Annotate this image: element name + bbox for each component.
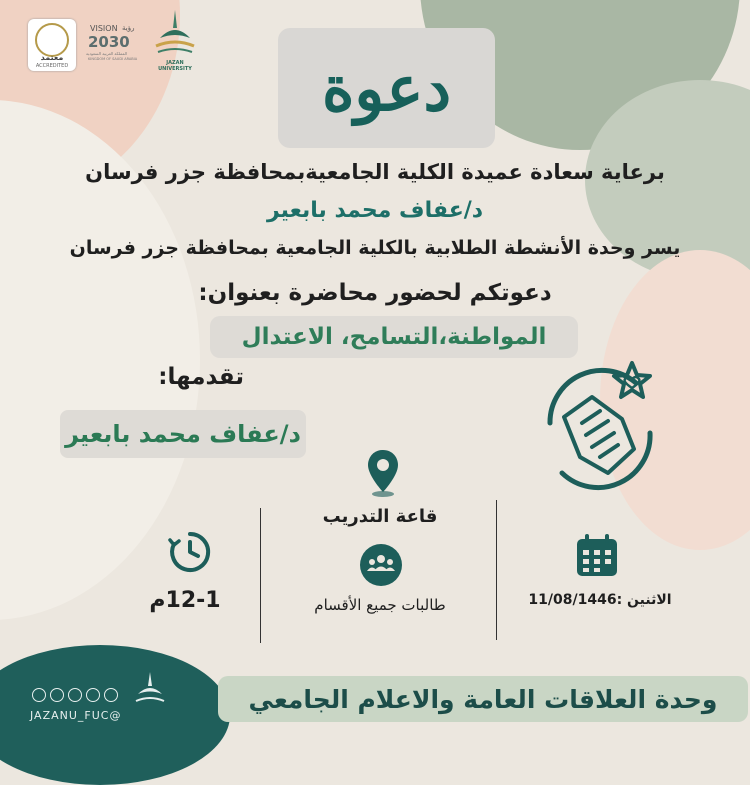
vision-sub: المملكة العربية السعودية — [86, 51, 128, 56]
dean-name: د/عفاف محمد بابعير — [266, 198, 484, 223]
accredited-text: معتمد — [40, 53, 64, 62]
vision-ar: رؤية — [122, 24, 135, 32]
vision-year: 2030 — [88, 33, 130, 51]
lecture-topic: المواطنة،التسامح، الاعتدال — [210, 316, 578, 358]
date-label: الاثنين :11/08/1446 — [528, 592, 672, 608]
vision-2030-logo — [84, 24, 144, 64]
accredited-logo — [28, 19, 76, 71]
presenter-name: د/عفاف محمد بابعير — [60, 410, 306, 458]
divider-right — [496, 500, 497, 640]
social-handle: JAZANU_FUC@ — [30, 709, 122, 722]
location-pin-icon — [365, 448, 401, 498]
vision-sub-en: KINGDOM OF SAUDI ARABIA — [88, 57, 138, 61]
snapchat-icon[interactable] — [104, 688, 118, 702]
location-label: قاعة التدريب — [322, 506, 438, 527]
invite-line: دعوتكم لحضور محاضرة بعنوان: — [198, 280, 552, 306]
twitter-icon[interactable] — [86, 688, 100, 702]
page-title: دعوة — [321, 51, 452, 125]
vision-label: VISION — [90, 24, 118, 33]
divider-left — [260, 508, 261, 643]
jazan-university-logo — [150, 8, 200, 73]
facebook-icon[interactable] — [68, 688, 82, 702]
calendar-icon — [574, 532, 620, 578]
people-group-icon — [360, 544, 402, 586]
title-box — [278, 28, 495, 148]
audience-label: طالبات جميع الأقسام — [314, 596, 446, 614]
university-name: JAZAN UNIVERSITY — [158, 60, 192, 72]
presenter-heading: تقدمها: — [158, 364, 244, 390]
patron-line: برعاية سعادة عميدة الكلية الجامعيةبمحافظة جزر فرسان — [85, 160, 665, 184]
time-label: 12-1م — [149, 588, 221, 613]
handshake-globe-icon — [522, 345, 670, 495]
accredited-sub: ACCREDITED — [35, 63, 69, 69]
unit-line: يسر وحدة الأنشطة الطلابية بالكلية الجامعية بمحافظة جزر فرسان — [69, 237, 681, 259]
instagram-icon[interactable] — [32, 688, 46, 702]
footer-university-logo — [132, 670, 168, 712]
footer-unit-banner: وحدة العلاقات العامة والاعلام الجامعي — [218, 676, 748, 722]
youtube-icon[interactable] — [50, 688, 64, 702]
clock-icon — [168, 530, 212, 574]
